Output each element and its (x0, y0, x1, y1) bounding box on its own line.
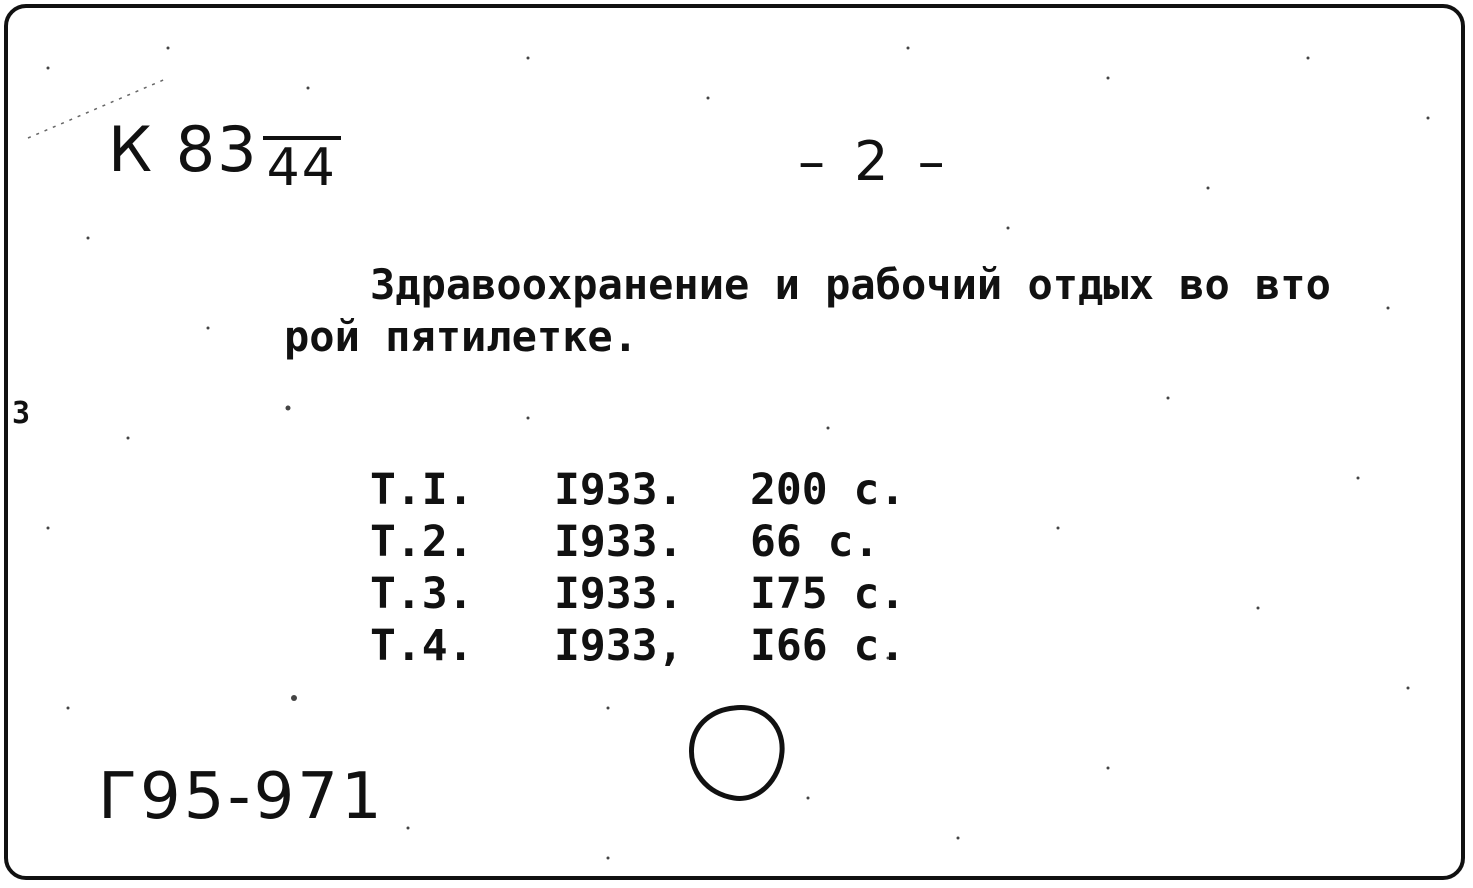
title-line-1: Здравоохранение и рабочий отдых во вто (370, 260, 1331, 309)
left-edge-mark: 3 (12, 396, 31, 431)
volume-year: I933, (554, 621, 684, 671)
volume-pages: 200 с. (750, 465, 906, 515)
volume-pages: I66 с. (750, 621, 906, 671)
volume-row (370, 516, 905, 568)
volume-list (370, 464, 905, 672)
volume-pages: I75 с. (750, 569, 906, 619)
volume-number: Т.I. (370, 465, 474, 515)
volume-year: I933. (554, 465, 684, 515)
volume-year: I933. (554, 569, 684, 619)
shelf-mark-main: К 83 (108, 113, 259, 186)
shelf-mark (108, 113, 341, 196)
volume-number: Т.2. (370, 517, 474, 567)
volume-pages: 66 с. (750, 517, 880, 567)
volume-number: Т.3. (370, 569, 474, 619)
volume-year: I933. (554, 517, 684, 567)
shelf-mark-fraction: 44 (263, 136, 341, 196)
volume-row (370, 568, 905, 620)
inventory-number: Г95-971 (98, 760, 385, 834)
page-number: – 2 – (798, 130, 951, 193)
volume-row (370, 620, 905, 672)
volume-row (370, 464, 905, 516)
volume-number: Т.4. (370, 621, 474, 671)
title-line-2: рой пятилетке. (284, 312, 639, 361)
punch-hole-icon (684, 700, 794, 810)
catalog-card (4, 4, 1465, 880)
